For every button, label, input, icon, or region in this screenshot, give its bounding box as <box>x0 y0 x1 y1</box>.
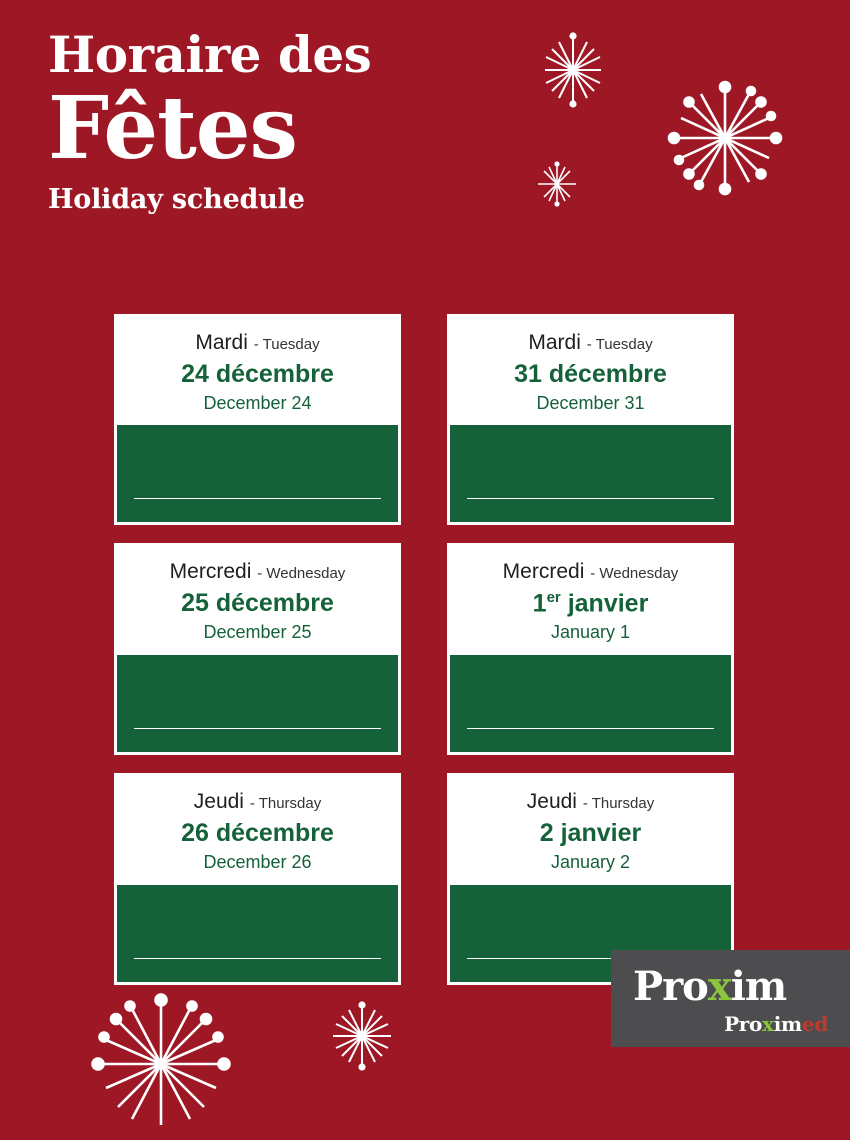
schedule-card-header <box>117 546 398 654</box>
write-line <box>134 498 381 499</box>
date-fr: 26 décembre <box>181 819 334 848</box>
logo-sub-wordmark <box>724 1012 828 1036</box>
schedule-card-header <box>117 317 398 425</box>
page-header <box>48 25 488 216</box>
schedule-card-header <box>117 776 398 884</box>
day-line <box>123 560 392 583</box>
write-line <box>134 958 381 959</box>
day-name-fr: Jeudi <box>526 790 577 814</box>
snowflake-icon-large-top <box>661 74 789 202</box>
logo-sub-im: im <box>773 1012 802 1036</box>
date-fr-month: janvier <box>560 589 649 618</box>
page-subtitle: Holiday schedule <box>48 184 305 216</box>
date-fr-number: 1 <box>532 589 547 618</box>
snowflake-icon-small-top <box>534 30 612 110</box>
date-fr: 31 décembre <box>514 360 667 389</box>
day-line <box>456 331 725 354</box>
day-name-en: - Thursday <box>582 795 655 813</box>
logo-wordmark <box>633 963 786 1010</box>
logo-x-leaf: x <box>707 963 731 1010</box>
day-line <box>123 331 392 354</box>
date-fr-ordinal: er <box>546 589 561 607</box>
day-line <box>123 790 392 813</box>
brand-logo <box>611 950 850 1047</box>
schedule-hours-area[interactable] <box>117 655 398 752</box>
logo-sub-ed: ed <box>801 1012 828 1036</box>
schedule-card-header <box>450 546 731 655</box>
logo-im: im <box>730 963 787 1010</box>
title-line-1: Horaire des <box>48 25 372 84</box>
schedule-grid <box>114 314 734 1003</box>
snowflake-icon-medium-bottom <box>326 1000 398 1072</box>
day-name-fr: Mercredi <box>502 560 585 584</box>
date-en: December 25 <box>203 621 312 642</box>
day-name-fr: Mardi <box>528 331 581 354</box>
date-fr <box>456 590 725 618</box>
write-line <box>134 728 381 729</box>
snowflake-icon-tiny-top <box>533 160 581 208</box>
day-line <box>456 790 725 813</box>
date-en: December 31 <box>536 392 645 413</box>
write-line <box>467 728 714 729</box>
snowflake-icon-large-bottom <box>84 985 239 1140</box>
schedule-card[interactable] <box>447 543 734 755</box>
schedule-card[interactable] <box>114 314 401 525</box>
date-fr: 25 décembre <box>181 589 334 618</box>
schedule-row <box>114 314 734 525</box>
schedule-card-header <box>450 317 731 425</box>
date-en: December 24 <box>203 392 312 413</box>
schedule-hours-area[interactable] <box>450 425 731 522</box>
day-name-en: - Thursday <box>249 795 322 813</box>
day-name-en: - Tuesday <box>586 336 653 353</box>
day-name-fr: Mercredi <box>169 560 252 584</box>
logo-pro: Pro <box>633 963 708 1010</box>
schedule-hours-area[interactable] <box>450 655 731 752</box>
write-line <box>467 498 714 499</box>
day-line <box>456 560 725 583</box>
schedule-card-header <box>450 776 731 884</box>
title-line-2: Fêtes <box>48 78 297 179</box>
schedule-card[interactable] <box>114 543 401 755</box>
logo-sub-x: x <box>762 1012 774 1036</box>
schedule-card[interactable] <box>114 773 401 984</box>
schedule-card[interactable] <box>447 314 734 525</box>
date-en: December 26 <box>203 851 312 872</box>
logo-sub-pro: Pro <box>724 1012 763 1036</box>
schedule-hours-area[interactable] <box>117 425 398 522</box>
date-fr: 2 janvier <box>539 819 642 848</box>
day-name-fr: Mardi <box>195 331 248 354</box>
schedule-hours-area[interactable] <box>117 885 398 982</box>
date-en: January 1 <box>550 622 631 643</box>
day-name-fr: Jeudi <box>193 790 244 814</box>
day-name-en: - Wednesday <box>257 565 346 583</box>
schedule-row <box>114 543 734 755</box>
date-fr: 24 décembre <box>181 360 334 389</box>
day-name-en: - Tuesday <box>253 336 320 353</box>
day-name-en: - Wednesday <box>590 565 679 583</box>
date-en: January 2 <box>550 851 631 872</box>
